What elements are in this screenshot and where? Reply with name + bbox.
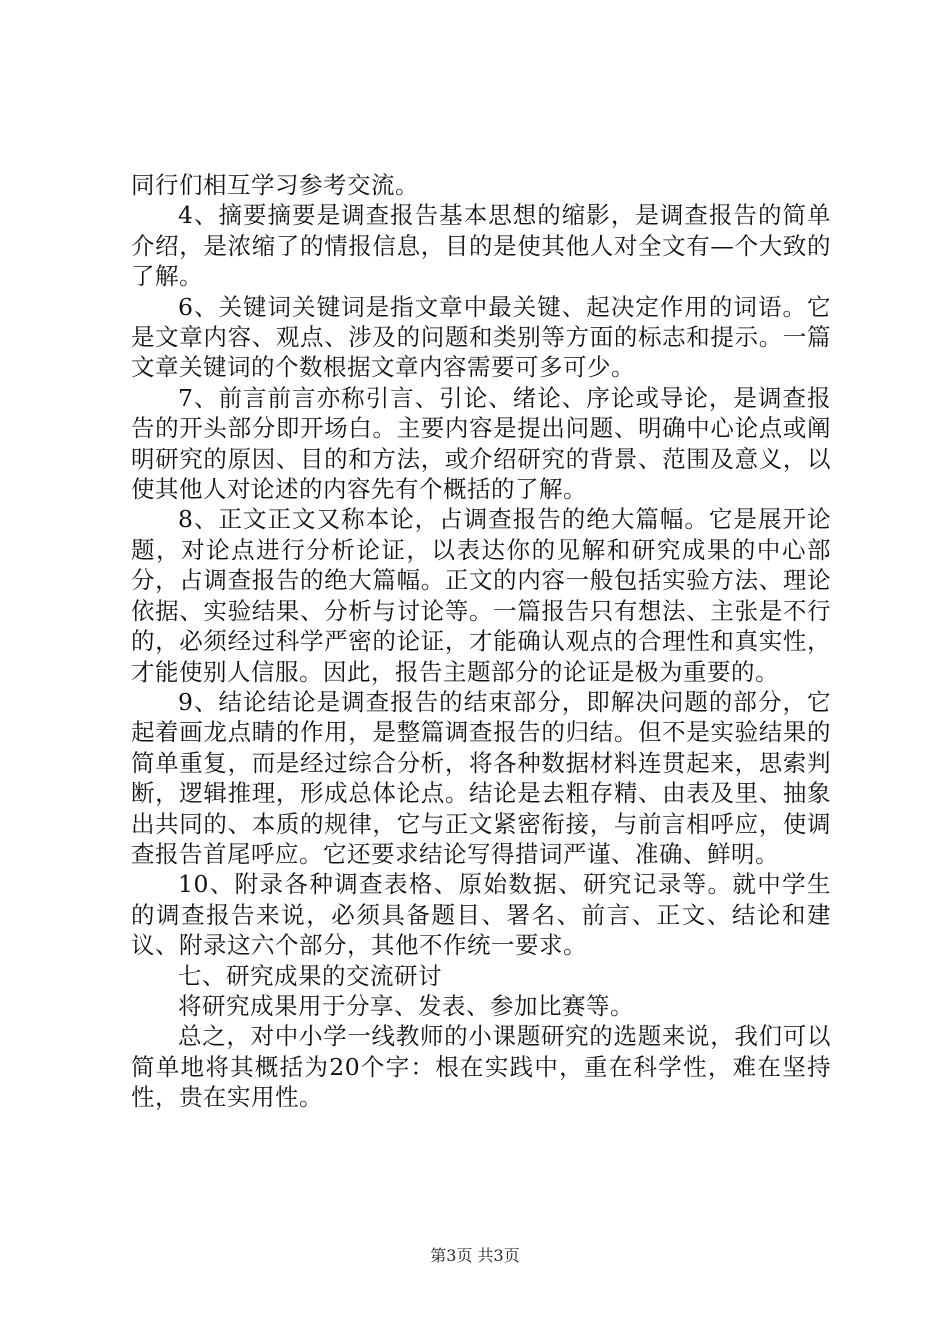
paragraph-preface: 7、前言前言亦称引言、引论、绪论、序论或导论，是调查报告的开头部分即开场白。主要内容是提出问题、明确中心论点或阐明研究的原因、目的和方法，或介绍研究的背景、范围及意义，以使其他人对论述的内容先有个概括的了解。 <box>131 383 831 504</box>
paragraph-main-text: 8、正文正文又称本论，占调查报告的绝大篇幅。它是展开论题，对论点进行分析论证，以表达你的见解和研究成果的中心部分，占调查报告的绝大篇幅。正文的内容一般包括实验方法、理论依据、实验结果、分析与讨论等。一篇报告只有想法、主张是不行的，必须经过科学严密的论证，才能确认观点的合理性和真实性，才能使别人信服。因此，报告主题部分的论证是极为重要的。 <box>131 505 831 686</box>
section-heading-exchange: 七、研究成果的交流研讨 <box>178 961 442 990</box>
document-body <box>131 170 831 1113</box>
page-number-label: 第3页 共3页 <box>430 1246 520 1265</box>
paragraph-conclusion: 9、结论结论是调查报告的结束部分，即解决问题的部分，它起着画龙点睛的作用，是整篇调查报告的归结。但不是实验结果的简单重复，而是经过综合分析，将各种数据材料连贯起来，思索判断，逻辑推理，形成总体论点。结论是去粗存精、由表及里、抽象出共同的、本质的规律，它与正文紧密衔接，与前言相呼应，使调查报告首尾呼应。它还要求结论写得措词严谨、准确、鲜明。 <box>131 687 831 868</box>
paragraph-sharing: 将研究成果用于分享、发表、参加比赛等。 <box>178 991 634 1020</box>
paragraph-appendix: 10、附录各种调查表格、原始数据、研究记录等。就中学生的调查报告来说，必须具备题目、署名、前言、正文、结论和建议、附录这六个部分，其他不作统一要求。 <box>131 870 831 960</box>
page-footer <box>0 1246 950 1266</box>
paragraph-continuation: 同行们相互学习参考交流。 <box>131 171 419 199</box>
paragraph-summary: 总之，对中小学一线教师的小课题研究的选题来说，我们可以简单地将其概括为20个字：根在实践中，重在科学性，难在坚持性，贵在实用性。 <box>131 1022 831 1112</box>
paragraph-keywords: 6、关键词关键词是指文章中最关键、起决定作用的词语。它是文章内容、观点、涉及的问题和类别等方面的标志和提示。一篇文章关键词的个数根据文章内容需要可多可少。 <box>131 292 831 382</box>
paragraph-abstract: 4、摘要摘要是调查报告基本思想的缩影，是调查报告的简单介绍，是浓缩了的情报信息，目的是使其他人对全文有—个大致的了解。 <box>131 201 831 291</box>
